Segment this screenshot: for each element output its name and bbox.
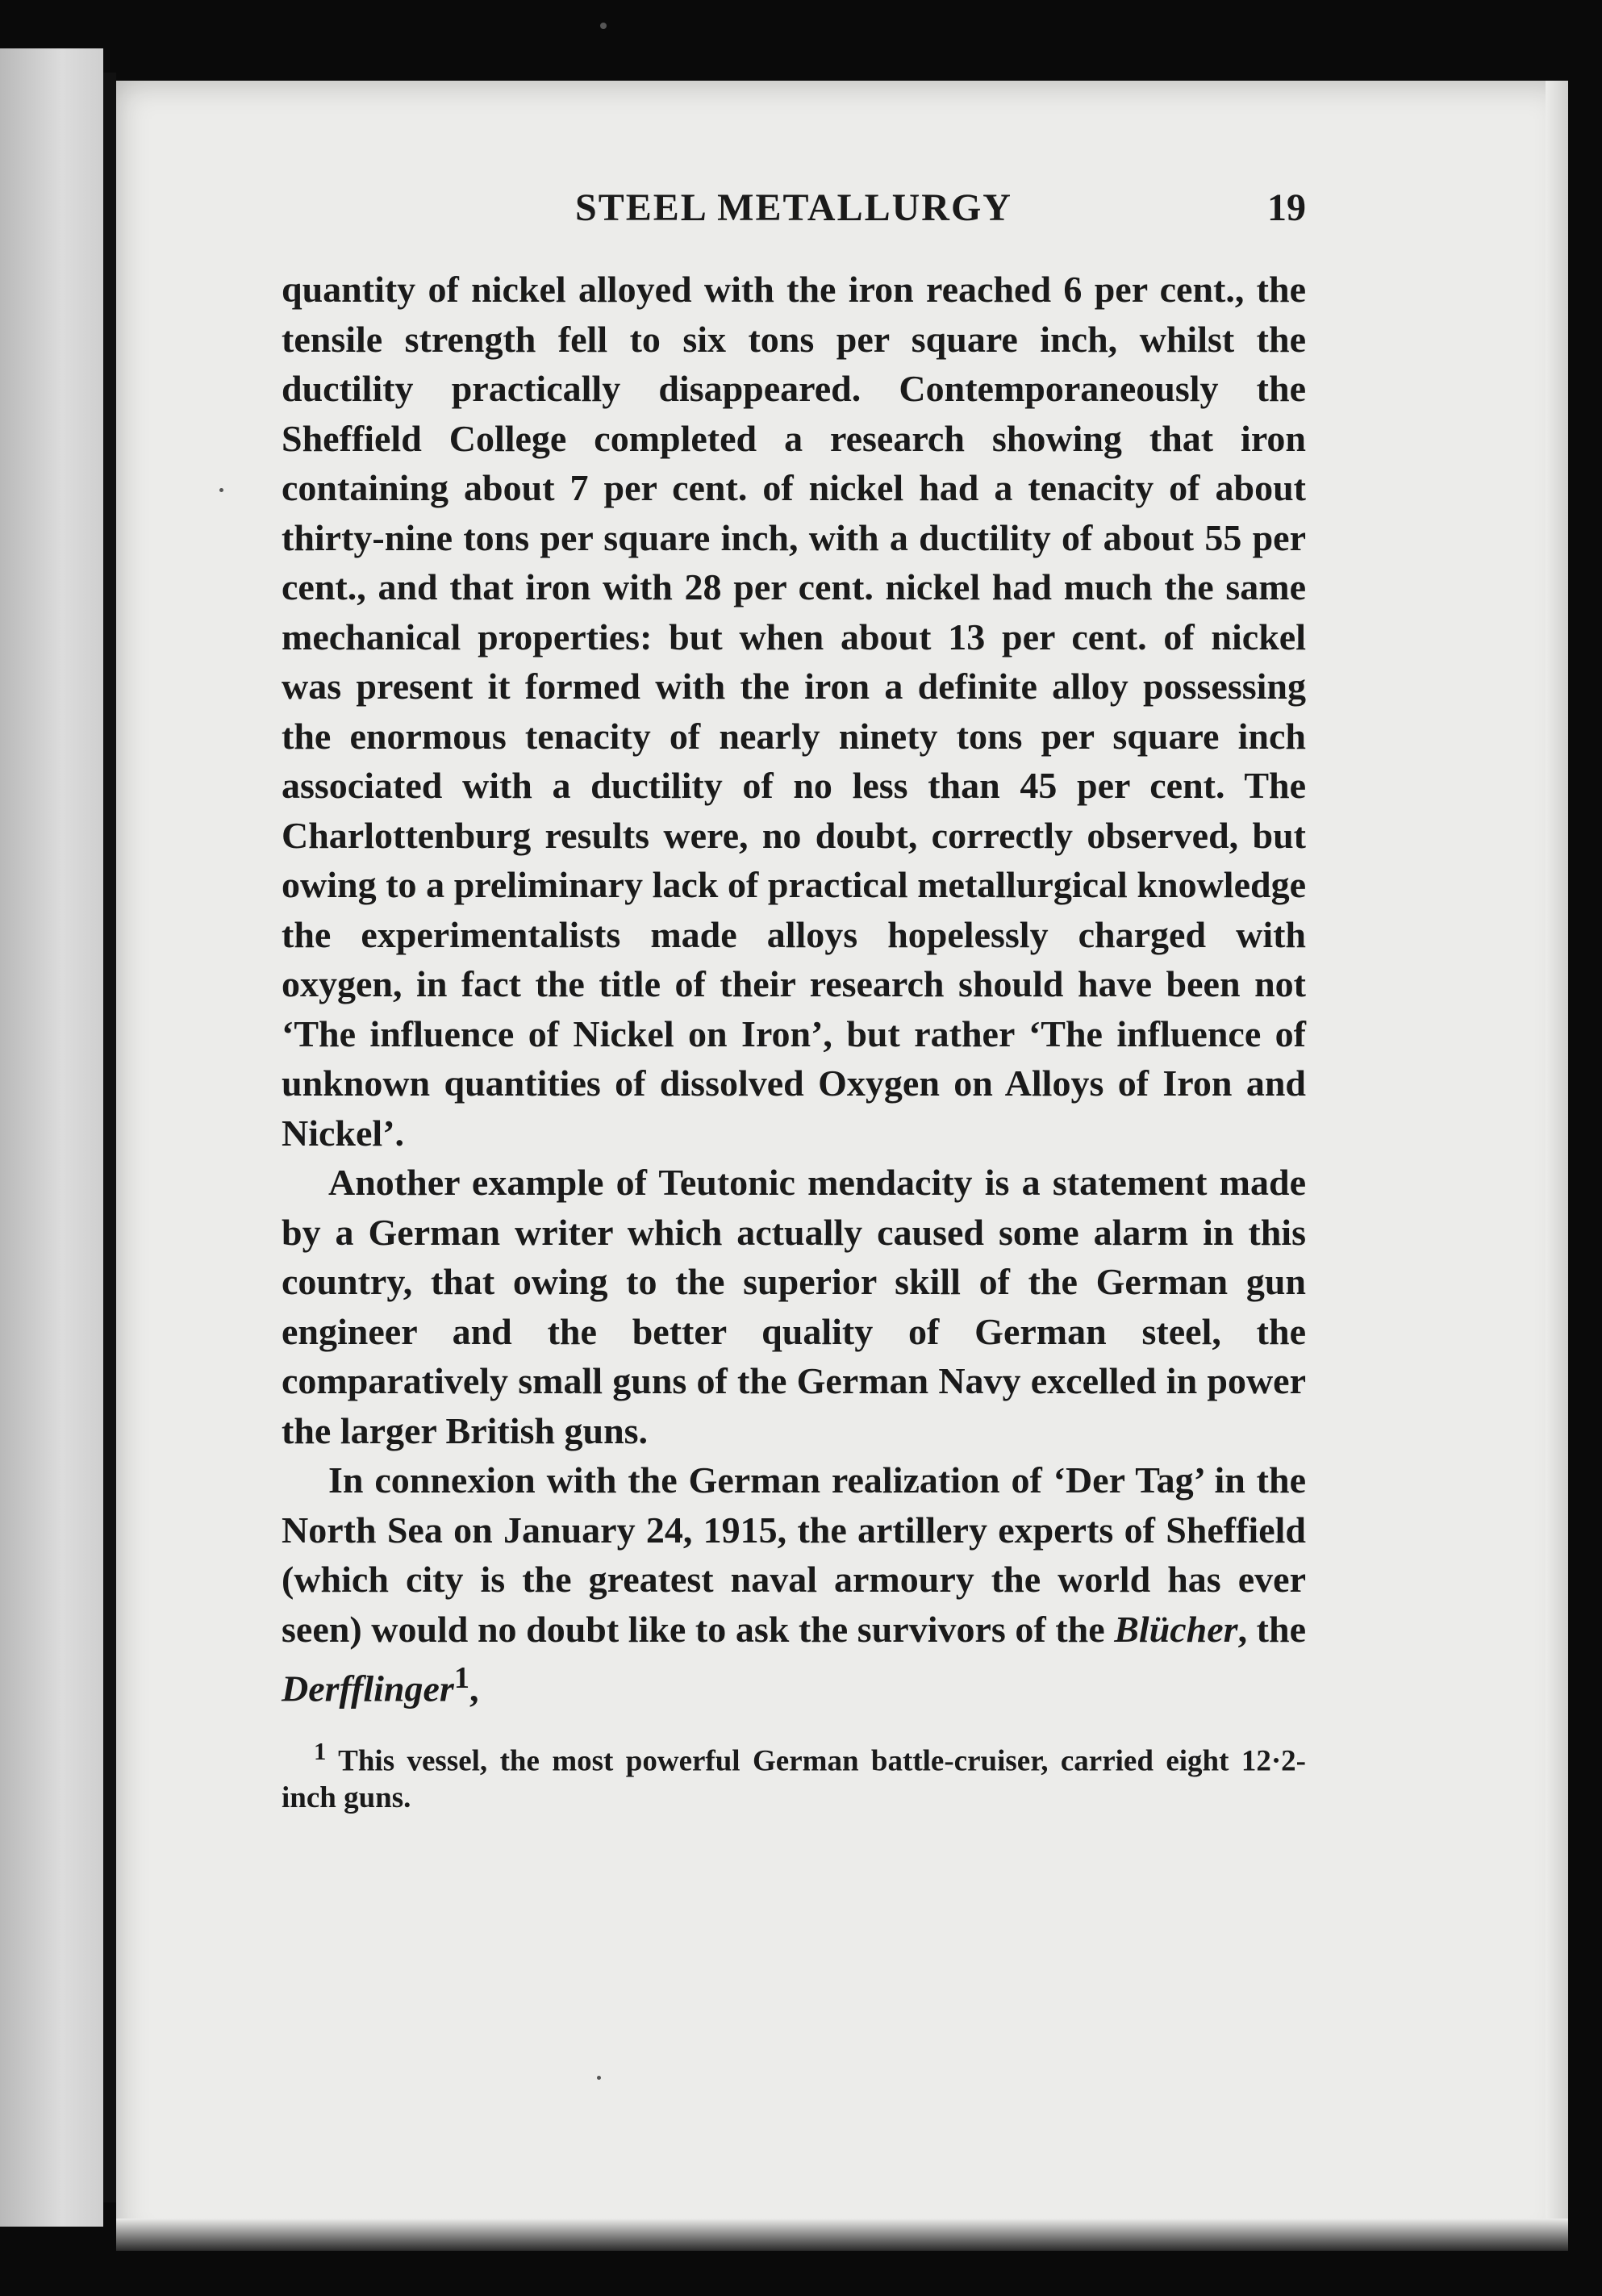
running-header bbox=[282, 186, 1306, 242]
paragraph-1: quantity of nickel alloyed with the iron reached 6 per cent., the tensile strength fell to six tons per square inch, whilst the ductility practically disappeared. Contemporaneously the Sheffield College completed a research showing that iron containing about 7 per cent. of nickel had a tenacity of about thirty-nine tons per square inch, with a ductility of about 55 per cent., and that iron with 28 per cent. nickel had much the same mechanical properties: but when about 13 per cent. of nickel was present it formed with the iron a definite alloy possessing the enormous tenacity of nearly ninety tons per square inch associated with a ductility of no less than 45 per cent. The Charlottenburg results were, no doubt, correctly observed, but owing to a preliminary lack of practical metallurgical knowledge the experimentalists made alloys hopelessly charged with oxygen, in fact the title of their research should have been not ‘The influence of Nickel on Iron’, but rather ‘The influence of unknown quantities of dissolved Oxygen on Alloys of Iron and Nickel’. bbox=[282, 269, 1306, 1154]
book-page bbox=[116, 81, 1568, 2251]
facing-page-edge bbox=[0, 48, 103, 2227]
footnote-marker: 1 bbox=[314, 1737, 327, 1765]
page-content bbox=[282, 186, 1306, 1817]
scan-speck bbox=[219, 488, 223, 492]
page-number: 19 bbox=[1267, 186, 1306, 229]
footnote-text bbox=[282, 1733, 1306, 1817]
body-text bbox=[282, 265, 1306, 1714]
ship-name-blucher: Blücher bbox=[1114, 1608, 1238, 1650]
scan-speck bbox=[597, 2076, 601, 2080]
running-title: STEEL METALLURGY bbox=[575, 186, 1012, 229]
footnote bbox=[282, 1733, 1306, 1817]
page-bottom-edge bbox=[116, 2219, 1568, 2251]
paragraph-3-end: , bbox=[469, 1668, 479, 1709]
paragraph-3-mid: , the bbox=[1237, 1608, 1306, 1650]
footnote-reference: 1 bbox=[453, 1661, 469, 1695]
page-right-edge bbox=[1546, 81, 1568, 2251]
paragraph-2: Another example of Teutonic mendacity is a statement made by a German writer which actually caused some alarm in this country, that owing to the superior skill of the German gun engineer and the better quality of German steel, the comparatively small guns of the German Navy excelled in power the larger British guns. bbox=[282, 1162, 1306, 1451]
footnote-body: This vessel, the most powerful German battle-cruiser, carried eight 12·2-inch guns. bbox=[282, 1744, 1306, 1815]
ship-name-derfflinger: Derfflinger bbox=[282, 1668, 454, 1709]
paragraph-3-start: In connexion with the German realization of ‘Der Tag’ in the North Sea on January 24, 1915, the artillery experts of Sheffield (which city is the greatest naval armoury the world has ever seen) would no doubt like to ask the survivors of the bbox=[282, 1459, 1306, 1650]
scan-speck bbox=[600, 23, 607, 29]
gutter-shadow bbox=[103, 73, 116, 2202]
paragraph-3 bbox=[282, 1455, 1306, 1714]
